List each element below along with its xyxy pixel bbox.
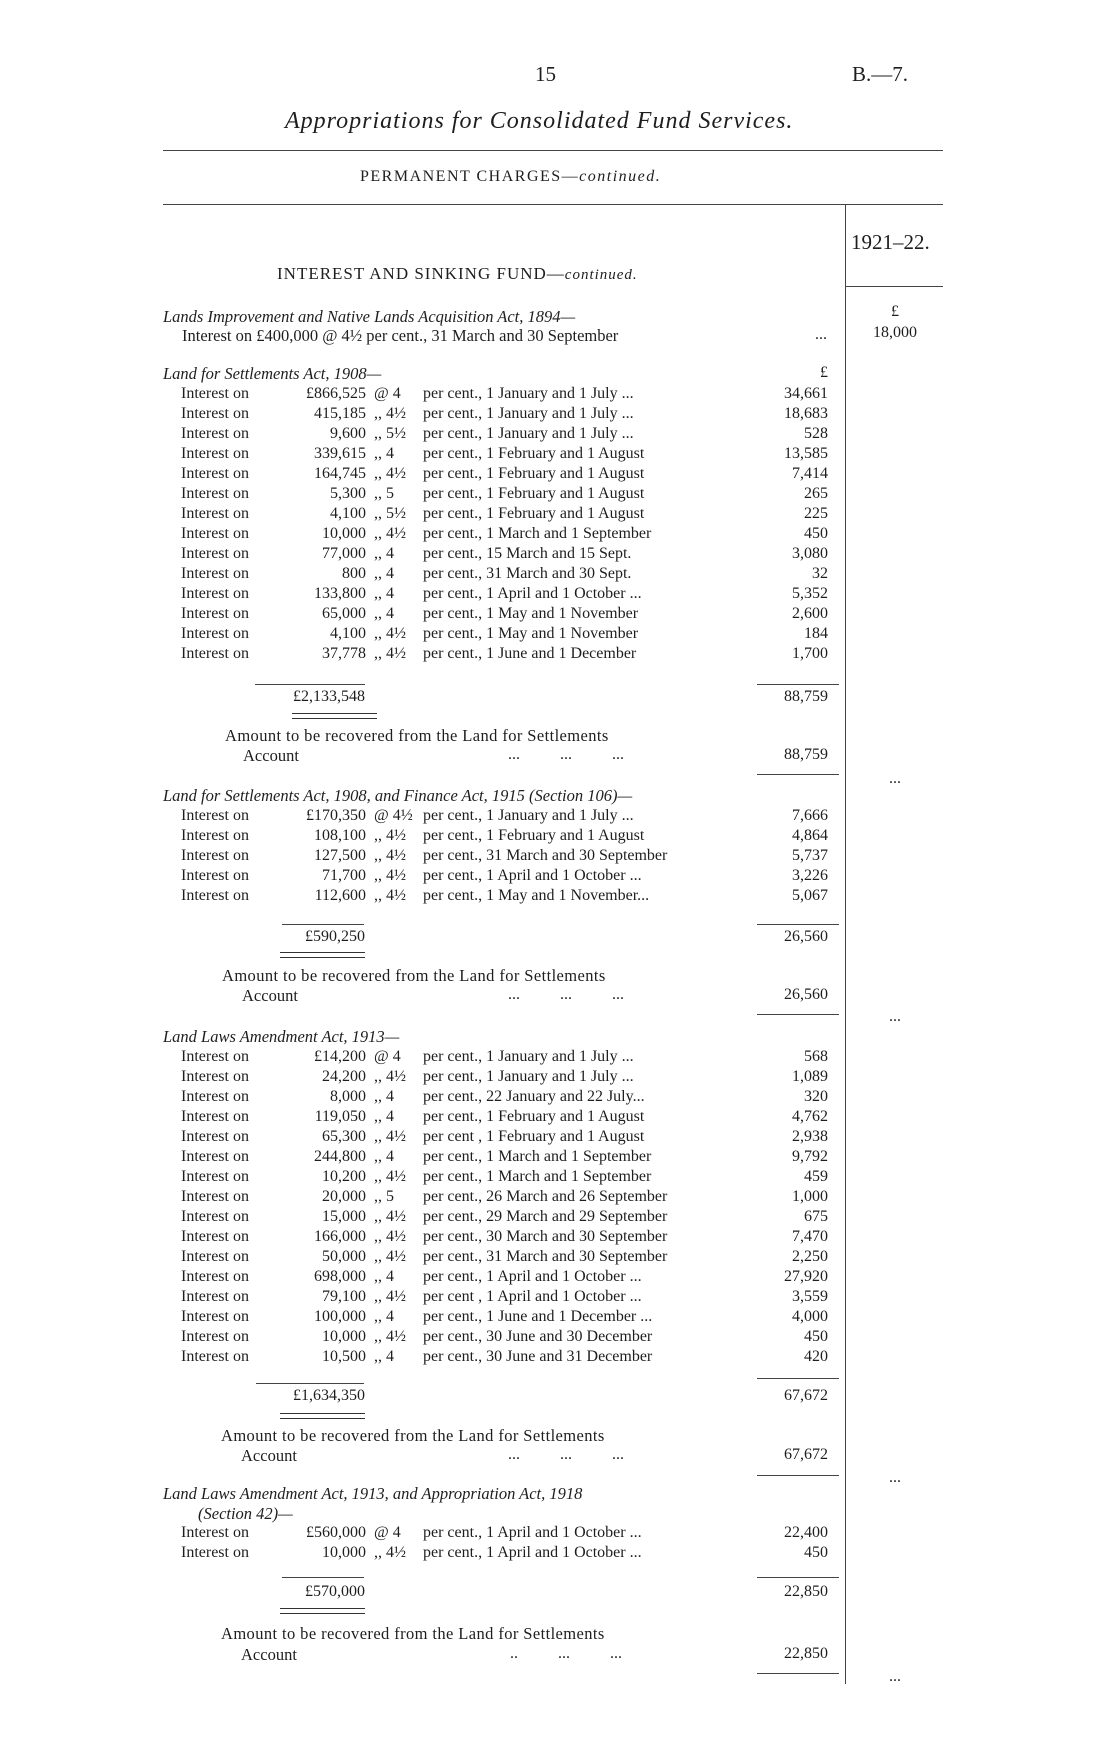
payment-dates: per cent., 1 February and 1 August — [423, 445, 645, 462]
interest-value: 3,080 — [792, 545, 828, 562]
table-row — [0, 1307, 1114, 1327]
principal-amount: 10,000 — [322, 1544, 366, 1561]
table-row — [0, 826, 1114, 846]
payment-dates: per cent., 29 March and 29 September — [423, 1208, 668, 1225]
table-row — [0, 1327, 1114, 1347]
subtitle-main: PERMANENT CHARGES— — [360, 168, 580, 185]
table-row — [0, 384, 1114, 404]
payment-dates: per cent., 1 February and 1 August — [423, 485, 645, 502]
interest-rate: ,, 5 — [374, 1188, 394, 1205]
total-rule — [757, 1577, 839, 1578]
double-underline — [280, 952, 365, 958]
table-row — [0, 886, 1114, 906]
principal-amount: 166,000 — [314, 1228, 366, 1245]
interest-label: Interest on — [181, 1048, 249, 1065]
table-row — [0, 1543, 1114, 1563]
principal-amount: 24,200 — [322, 1068, 366, 1085]
principal-amount: 10,500 — [322, 1348, 366, 1365]
interest-rate: ,, 4½ — [374, 1128, 406, 1145]
double-underline — [292, 713, 377, 719]
principal-amount: 244,800 — [314, 1148, 366, 1165]
payment-dates: per cent., 1 January and 1 July ... — [423, 405, 634, 422]
interest-rate: ,, 4½ — [374, 1544, 406, 1561]
table-row — [0, 524, 1114, 544]
interest-rate: ,, 4½ — [374, 887, 406, 904]
table-row — [0, 644, 1114, 664]
total-value: 26,560 — [784, 928, 828, 945]
interest-rate: ,, 4 — [374, 565, 394, 582]
year-value-sec4: ... — [889, 1469, 901, 1486]
interest-rate: ,, 4½ — [374, 1288, 406, 1305]
payment-dates: per cent., 1 January and 1 July ... — [423, 385, 634, 402]
interest-value: 459 — [804, 1168, 828, 1185]
principal-amount: £866,525 — [306, 385, 366, 402]
interest-value: 320 — [804, 1088, 828, 1105]
principal-amount: 164,745 — [314, 465, 366, 482]
payment-dates: per cent., 1 February and 1 August — [423, 505, 645, 522]
interest-label: Interest on — [181, 1308, 249, 1325]
interest-label: Interest on — [181, 847, 249, 864]
principal-amount: 133,800 — [314, 585, 366, 602]
act-heading: Land for Settlements Act, 1908— — [163, 364, 382, 383]
double-underline — [280, 1608, 365, 1614]
principal-amount: £170,350 — [306, 807, 366, 824]
interest-value: 7,666 — [792, 807, 828, 824]
principal-amount: 127,500 — [314, 847, 366, 864]
table-row — [0, 1523, 1114, 1543]
principal-amount: 100,000 — [314, 1308, 366, 1325]
payment-dates: per cent., 1 April and 1 October ... — [423, 1524, 642, 1541]
act-heading: Land for Settlements Act, 1908, and Finance Act, 1915 (Section 106)— — [163, 786, 633, 805]
leader-dots: ... — [815, 326, 827, 343]
principal-amount: 37,778 — [322, 645, 366, 662]
interest-rate: ,, 4½ — [374, 1228, 406, 1245]
section-heading-main: INTEREST AND SINKING FUND— — [277, 264, 565, 283]
payment-dates: per cent., 1 March and 1 September — [423, 1148, 652, 1165]
table-row — [0, 444, 1114, 464]
interest-label: Interest on — [181, 625, 249, 642]
interest-label: Interest on — [181, 405, 249, 422]
interest-value: 2,250 — [792, 1248, 828, 1265]
payment-dates: per cent., 1 May and 1 November — [423, 605, 639, 622]
principal-amount: 79,100 — [322, 1288, 366, 1305]
interest-value: 4,864 — [792, 827, 828, 844]
divider — [163, 150, 943, 151]
principal-amount: 20,000 — [322, 1188, 366, 1205]
payment-dates: per cent., 31 March and 30 September — [423, 1248, 668, 1265]
interest-rate: ,, 4½ — [374, 405, 406, 422]
recover-text: Account — [241, 1645, 297, 1664]
interest-value: 528 — [804, 425, 828, 442]
principal-amount: 415,185 — [314, 405, 366, 422]
interest-label: Interest on — [181, 807, 249, 824]
interest-value: 32 — [812, 565, 828, 582]
interest-label: Interest on — [181, 1348, 249, 1365]
interest-value: 2,938 — [792, 1128, 828, 1145]
interest-rate: ,, 4 — [374, 1148, 394, 1165]
interest-rate: ,, 4½ — [374, 1208, 406, 1225]
interest-rate: ,, 4 — [374, 1268, 394, 1285]
total-rule — [256, 1383, 364, 1384]
year-value-sec2: ... — [889, 770, 901, 787]
act-heading-line2: (Section 42)— — [198, 1504, 293, 1523]
interest-value: 1,700 — [792, 645, 828, 662]
recover-value: 67,672 — [784, 1446, 828, 1463]
recover-text: Account — [241, 1446, 297, 1465]
interest-value: 18,683 — [784, 405, 828, 422]
interest-value: 450 — [804, 525, 828, 542]
interest-rate: ,, 4½ — [374, 827, 406, 844]
principal-amount: 4,100 — [330, 505, 366, 522]
total-value: 22,850 — [784, 1583, 828, 1600]
recover-value: 26,560 — [784, 986, 828, 1003]
payment-dates: per cent , 1 February and 1 August — [423, 1128, 645, 1145]
total-rule — [282, 1577, 364, 1578]
table-row — [0, 1287, 1114, 1307]
table-row — [0, 624, 1114, 644]
interest-label: Interest on — [181, 585, 249, 602]
act-heading: Land Laws Amendment Act, 1913— — [163, 1027, 400, 1046]
payment-dates: per cent , 1 April and 1 October ... — [423, 1288, 642, 1305]
table-row — [0, 604, 1114, 624]
interest-value: 450 — [804, 1328, 828, 1345]
interest-rate: ,, 4 — [374, 585, 394, 602]
interest-label: Interest on — [181, 1128, 249, 1145]
interest-rate: ,, 4½ — [374, 847, 406, 864]
interest-rate: ,, 4 — [374, 445, 394, 462]
payment-dates: per cent., 1 June and 1 December ... — [423, 1308, 653, 1325]
total-value: 88,759 — [784, 688, 828, 705]
page-number: 15 — [535, 62, 556, 86]
interest-rate: ,, 4½ — [374, 867, 406, 884]
interest-label: Interest on — [181, 465, 249, 482]
interest-label: Interest on — [181, 1108, 249, 1125]
table-row — [0, 1347, 1114, 1367]
interest-label: Interest on — [181, 565, 249, 582]
leader-dots: ... ... ... — [508, 1446, 624, 1463]
interest-rate: @ 4½ — [374, 807, 413, 824]
principal-amount: 339,615 — [314, 445, 366, 462]
interest-value: 450 — [804, 1544, 828, 1561]
payment-dates: per cent., 30 March and 30 September — [423, 1228, 668, 1245]
interest-rate: ,, 4½ — [374, 625, 406, 642]
interest-rate: @ 4 — [374, 1524, 401, 1541]
interest-label: Interest on — [181, 525, 249, 542]
interest-value: 2,600 — [792, 605, 828, 622]
interest-rate: ,, 4 — [374, 545, 394, 562]
recover-text: Amount to be recovered from the Land for Settlements — [222, 966, 606, 985]
interest-label: Interest on — [181, 1208, 249, 1225]
interest-value: 675 — [804, 1208, 828, 1225]
payment-dates: per cent., 31 March and 30 Sept. — [423, 565, 632, 582]
principal-amount: 10,200 — [322, 1168, 366, 1185]
subtitle — [360, 168, 661, 186]
principal-amount: 112,600 — [314, 887, 366, 904]
table-row — [0, 564, 1114, 584]
payment-dates: per cent., 1 May and 1 November... — [423, 887, 650, 904]
total-principal: £2,133,548 — [293, 688, 365, 705]
table-row — [0, 404, 1114, 424]
section-heading-continued: continued. — [564, 267, 638, 283]
payment-dates: per cent., 1 March and 1 September — [423, 525, 652, 542]
payment-dates: per cent., 1 February and 1 August — [423, 827, 645, 844]
interest-value: 7,470 — [792, 1228, 828, 1245]
principal-amount: 108,100 — [314, 827, 366, 844]
principal-amount: £560,000 — [306, 1524, 366, 1541]
total-rule — [757, 924, 839, 925]
interest-rate: @ 4 — [374, 385, 401, 402]
principal-amount: 50,000 — [322, 1248, 366, 1265]
table-row — [0, 806, 1114, 826]
section-end-rule — [757, 1014, 839, 1015]
interest-rate: ,, 5½ — [374, 425, 406, 442]
principal-amount: 77,000 — [322, 545, 366, 562]
interest-label: Interest on — [181, 1228, 249, 1245]
payment-dates: per cent., 22 January and 22 July... — [423, 1088, 645, 1105]
recover-text: Amount to be recovered from the Land for Settlements — [225, 726, 609, 745]
double-underline — [280, 1413, 365, 1419]
interest-label: Interest on — [181, 867, 249, 884]
interest-value: 3,559 — [792, 1288, 828, 1305]
interest-value: 3,226 — [792, 867, 828, 884]
interest-label: Interest on — [181, 505, 249, 522]
act-heading: Lands Improvement and Native Lands Acquisition Act, 1894— — [163, 307, 576, 326]
interest-label: Interest on — [181, 1248, 249, 1265]
payment-dates: per cent., 30 June and 30 December — [423, 1328, 653, 1345]
table-row — [0, 464, 1114, 484]
divider — [163, 204, 943, 205]
interest-value: 34,661 — [784, 385, 828, 402]
interest-rate: ,, 4½ — [374, 1248, 406, 1265]
interest-value: 1,089 — [792, 1068, 828, 1085]
interest-value: 225 — [804, 505, 828, 522]
leader-dots: ... ... ... — [508, 986, 624, 1003]
leader-dots: .. ... ... — [510, 1645, 622, 1662]
year-header-rule — [846, 286, 943, 287]
year-value-sec1: 18,000 — [873, 324, 917, 341]
payment-dates: per cent., 1 April and 1 October ... — [423, 1268, 642, 1285]
total-value: 67,672 — [784, 1387, 828, 1404]
interest-label: Interest on — [181, 545, 249, 562]
act-heading: Land Laws Amendment Act, 1913, and Appropriation Act, 1918 — [163, 1484, 583, 1503]
table-row — [0, 484, 1114, 504]
principal-amount: 15,000 — [322, 1208, 366, 1225]
total-principal: £590,250 — [305, 928, 365, 945]
interest-rate: ,, 4 — [374, 1108, 394, 1125]
interest-label: Interest on — [181, 827, 249, 844]
interest-value: 7,414 — [792, 465, 828, 482]
interest-value: 568 — [804, 1048, 828, 1065]
interest-value: 5,737 — [792, 847, 828, 864]
payment-dates: per cent., 1 March and 1 September — [423, 1168, 652, 1185]
interest-label: Interest on — [181, 1088, 249, 1105]
recover-value: 88,759 — [784, 746, 828, 763]
year-value-sec3: ... — [889, 1008, 901, 1025]
interest-rate: ,, 4 — [374, 1348, 394, 1365]
table-row — [0, 584, 1114, 604]
section-heading — [277, 264, 638, 284]
interest-value: 22,400 — [784, 1524, 828, 1541]
total-rule — [757, 1378, 839, 1379]
interest-label: Interest on — [181, 605, 249, 622]
table-row — [0, 1087, 1114, 1107]
principal-amount: 698,000 — [314, 1268, 366, 1285]
year-currency: £ — [891, 303, 899, 320]
interest-label: Interest on — [181, 1268, 249, 1285]
table-row — [0, 1267, 1114, 1287]
payment-dates: per cent., 1 February and 1 August — [423, 1108, 645, 1125]
interest-label: Interest on — [181, 1068, 249, 1085]
table-row — [0, 846, 1114, 866]
interest-label: Interest on — [181, 1188, 249, 1205]
interest-label: Interest on — [181, 1148, 249, 1165]
interest-rate: ,, 4½ — [374, 1168, 406, 1185]
payment-dates: per cent., 1 April and 1 October ... — [423, 1544, 642, 1561]
interest-label: Interest on — [181, 385, 249, 402]
interest-label: Interest on — [181, 425, 249, 442]
principal-amount: £14,200 — [314, 1048, 366, 1065]
leader-dots: ... ... ... — [508, 746, 624, 763]
interest-rate: ,, 4 — [374, 605, 394, 622]
payment-dates: per cent., 1 January and 1 July ... — [423, 807, 634, 824]
payment-dates: per cent., 15 March and 15 Sept. — [423, 545, 632, 562]
table-row — [0, 1047, 1114, 1067]
interest-label: Interest on — [181, 1524, 249, 1541]
interest-label: Interest on — [181, 1544, 249, 1561]
interest-rate: ,, 4½ — [374, 525, 406, 542]
section-end-rule — [757, 1475, 839, 1476]
table-row — [0, 1127, 1114, 1147]
interest-rate: ,, 5½ — [374, 505, 406, 522]
interest-rate: ,, 4 — [374, 1088, 394, 1105]
table-row — [0, 424, 1114, 444]
page-title: Appropriations for Consolidated Fund Services. — [285, 108, 794, 134]
interest-rate: @ 4 — [374, 1048, 401, 1065]
principal-amount: 65,000 — [322, 605, 366, 622]
recover-text: Account — [243, 746, 299, 765]
recover-text: Account — [242, 986, 298, 1005]
payment-dates: per cent., 1 January and 1 July ... — [423, 1048, 634, 1065]
interest-label: Interest on — [181, 887, 249, 904]
interest-rate: ,, 4½ — [374, 1328, 406, 1345]
total-rule — [757, 684, 839, 685]
principal-amount: 65,300 — [322, 1128, 366, 1145]
interest-value: 5,352 — [792, 585, 828, 602]
interest-line: Interest on £400,000 @ 4½ per cent., 31 March and 30 September — [182, 326, 619, 345]
interest-label: Interest on — [181, 445, 249, 462]
payment-dates: per cent., 26 March and 26 September — [423, 1188, 668, 1205]
interest-value: 4,000 — [792, 1308, 828, 1325]
table-row — [0, 1207, 1114, 1227]
table-row — [0, 504, 1114, 524]
interest-rate: ,, 4½ — [374, 1068, 406, 1085]
interest-label: Interest on — [181, 645, 249, 662]
principal-amount: 71,700 — [322, 867, 366, 884]
principal-amount: 800 — [342, 565, 366, 582]
recover-text: Amount to be recovered from the Land for Settlements — [221, 1426, 605, 1445]
payment-dates: per cent., 1 April and 1 October ... — [423, 867, 642, 884]
payment-dates: per cent., 1 February and 1 August — [423, 465, 645, 482]
interest-value: 1,000 — [792, 1188, 828, 1205]
total-principal: £1,634,350 — [293, 1387, 365, 1404]
interest-value: 184 — [804, 625, 828, 642]
interest-value: 9,792 — [792, 1148, 828, 1165]
interest-label: Interest on — [181, 1328, 249, 1345]
principal-amount: 9,600 — [330, 425, 366, 442]
payment-dates: per cent., 1 January and 1 July ... — [423, 425, 634, 442]
payment-dates: per cent., 30 June and 31 December — [423, 1348, 653, 1365]
total-rule — [255, 684, 365, 685]
interest-value: 13,585 — [784, 445, 828, 462]
interest-value: 4,762 — [792, 1108, 828, 1125]
section-end-rule — [757, 1673, 839, 1674]
interest-label: Interest on — [181, 1288, 249, 1305]
recover-text: Amount to be recovered from the Land for Settlements — [221, 1624, 605, 1643]
subtitle-continued: continued. — [579, 168, 662, 185]
interest-value: 420 — [804, 1348, 828, 1365]
interest-label: Interest on — [181, 1168, 249, 1185]
total-principal: £570,000 — [305, 1583, 365, 1600]
principal-amount: 119,050 — [314, 1108, 366, 1125]
interest-value: 5,067 — [792, 887, 828, 904]
currency-symbol: £ — [820, 364, 828, 381]
interest-value: 265 — [804, 485, 828, 502]
total-rule — [282, 924, 364, 925]
principal-amount: 10,000 — [322, 1328, 366, 1345]
payment-dates: per cent., 1 May and 1 November — [423, 625, 639, 642]
principal-amount: 5,300 — [330, 485, 366, 502]
table-row — [0, 1247, 1114, 1267]
interest-label: Interest on — [181, 485, 249, 502]
table-row — [0, 1227, 1114, 1247]
payment-dates: per cent., 1 April and 1 October ... — [423, 585, 642, 602]
principal-amount: 10,000 — [322, 525, 366, 542]
table-row — [0, 1187, 1114, 1207]
table-row — [0, 866, 1114, 886]
interest-rate: ,, 4 — [374, 1308, 394, 1325]
interest-value: 27,920 — [784, 1268, 828, 1285]
document-reference: B.—7. — [852, 62, 909, 86]
payment-dates: per cent., 1 June and 1 December — [423, 645, 637, 662]
table-row — [0, 1167, 1114, 1187]
principal-amount: 8,000 — [330, 1088, 366, 1105]
table-row — [0, 1147, 1114, 1167]
table-row — [0, 1107, 1114, 1127]
payment-dates: per cent., 1 January and 1 July ... — [423, 1068, 634, 1085]
interest-rate: ,, 4½ — [374, 645, 406, 662]
recover-value: 22,850 — [784, 1645, 828, 1662]
table-row — [0, 544, 1114, 564]
year-value-sec5: ... — [889, 1668, 901, 1685]
payment-dates: per cent., 31 March and 30 September — [423, 847, 668, 864]
table-row — [0, 1067, 1114, 1087]
year-header: 1921–22. — [851, 230, 930, 254]
interest-rate: ,, 4½ — [374, 465, 406, 482]
principal-amount: 4,100 — [330, 625, 366, 642]
section-end-rule — [757, 774, 839, 775]
interest-rate: ,, 5 — [374, 485, 394, 502]
